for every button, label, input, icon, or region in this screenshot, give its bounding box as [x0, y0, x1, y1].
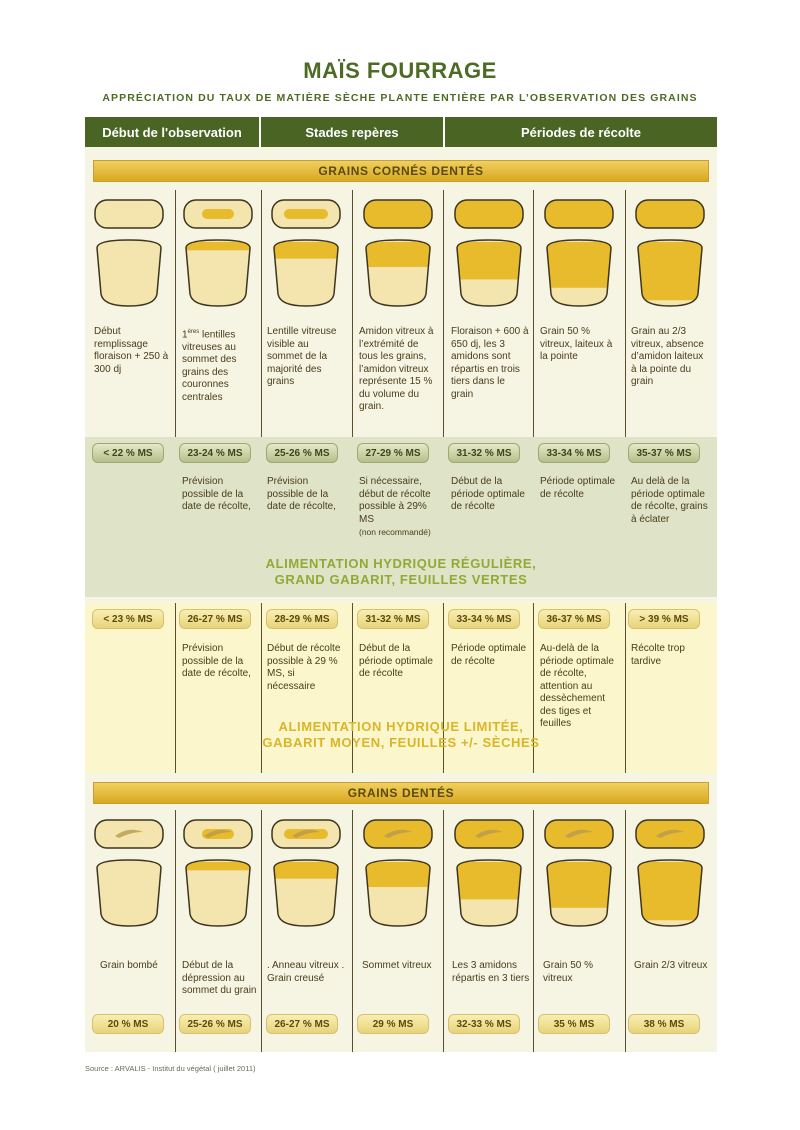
green-ms-2: 23-24 % MS: [179, 443, 251, 463]
header-reference-stages: Stades repères: [261, 117, 445, 147]
column-divider: [261, 810, 262, 1052]
green-note-5: Début de la période optimale de récolte: [451, 476, 525, 512]
s1-desc-2-text: lentilles vitreuses au sommet des grains des couronnes centrales: [182, 329, 237, 403]
green-note-4: [359, 476, 437, 540]
horny-grain-3: [268, 198, 344, 315]
green-ms-4: 27-29 % MS: [357, 443, 429, 463]
s1-desc-7: Grain au 2/3 vitreux, absence d’amidon laiteux à la pointe du grain: [631, 326, 704, 387]
yellow-ms-5: 33-34 % MS: [448, 609, 520, 629]
column-divider: [175, 810, 176, 1052]
source-credit: Source : ARVALIS - Institut du végétal ( juillet 2011): [85, 1064, 256, 1073]
page-title: MAÏS FOURRAGE: [303, 58, 497, 83]
column-divider: [533, 190, 534, 437]
s1-desc-6: Grain 50 % vitreux, laiteux à la pointe: [540, 326, 613, 362]
s2-desc-2: Début de la dépression au sommet du grain: [182, 960, 257, 996]
green-ms-7: 35-37 % MS: [628, 443, 700, 463]
yellow-note-5: Période optimale de récolte: [451, 643, 527, 667]
s2-ms-6: 35 % MS: [538, 1014, 610, 1034]
column-divider: [352, 190, 353, 437]
dent-grain-5: [451, 818, 527, 935]
section-dent-title: GRAINS DENTÉS: [93, 782, 709, 804]
yellow-note-2: Prévision possible de la date de récolte,: [182, 643, 251, 679]
s2-desc-4: Sommet vitreux: [362, 960, 432, 971]
yellow-banner-line-1: ALIMENTATION HYDRIQUE LIMITÉE,: [278, 719, 524, 734]
yellow-note-4: Début de la période optimale de récolte: [359, 643, 433, 679]
dent-grain-4: [360, 818, 436, 935]
dent-grain-2: [180, 818, 256, 935]
yellow-ms-6: 36-37 % MS: [538, 609, 610, 629]
green-note-7: Au delà de la période optimale de récolte, grains à éclater: [631, 476, 708, 525]
horny-grain-2: [180, 198, 256, 315]
column-divider: [175, 190, 176, 437]
s2-ms-4: 29 % MS: [357, 1014, 429, 1034]
green-ms-6: 33-34 % MS: [538, 443, 610, 463]
horny-grain-5: [451, 198, 527, 315]
green-note-4-small: (non recommandé): [359, 527, 431, 537]
column-divider: [625, 190, 626, 437]
s2-desc-6: Grain 50 % vitreux: [543, 960, 594, 984]
column-divider: [261, 190, 262, 437]
column-divider: [443, 810, 444, 1052]
section-horny-dent-title: GRAINS CORNÉS DENTÉS: [93, 160, 709, 182]
green-note-2: Prévision possible de la date de récolte,: [182, 476, 251, 512]
green-note-6: Période optimale de récolte: [540, 476, 616, 500]
dent-grain-7: [632, 818, 708, 935]
s1-desc-2: [182, 326, 260, 404]
yellow-note-6: Au-delà de la période optimale de récolte, attention au dessèchement des tiges et feuilles: [540, 643, 614, 729]
green-note-4-text: Si nécessaire, début de récolte possible à 29% MS: [359, 476, 431, 525]
column-divider: [443, 190, 444, 437]
s1-desc-5: Floraison + 600 à 650 dj, les 3 amidons sont répartis en trois tiers dans le grain: [451, 326, 529, 400]
horny-grain-4: [360, 198, 436, 315]
yellow-note-7: Récolte trop tardive: [631, 643, 685, 667]
yellow-zone-banner: [85, 719, 717, 751]
yellow-ms-4: 31-32 % MS: [357, 609, 429, 629]
horny-grain-1: [91, 198, 167, 315]
s2-ms-2: 25-26 % MS: [179, 1014, 251, 1034]
header-observation-start: Début de l'observation: [85, 117, 261, 147]
s2-desc-5: Les 3 amidons répartis en 3 tiers: [452, 960, 530, 984]
s1-desc-3: Lentille vitreuse visible au sommet de la majorité des grains: [267, 326, 337, 387]
s2-ms-7: 38 % MS: [628, 1014, 700, 1034]
page-subtitle: APPRÉCIATION DU TAUX DE MATIÈRE SÈCHE PLANTE ENTIÈRE PAR L’OBSERVATION DES GRAINS: [102, 92, 698, 104]
header-harvest-periods: Périodes de récolte: [521, 124, 641, 140]
s2-desc-3: . Anneau vitreux . Grain creusé: [267, 960, 345, 984]
s2-ms-3: 26-27 % MS: [266, 1014, 338, 1034]
green-zone-banner: [85, 556, 717, 588]
dent-grain-6: [541, 818, 617, 935]
column-divider: [533, 810, 534, 1052]
green-banner-line-1: ALIMENTATION HYDRIQUE RÉGULIÈRE,: [265, 556, 537, 571]
green-ms-1: < 22 % MS: [92, 443, 164, 463]
s2-ms-1: 20 % MS: [92, 1014, 164, 1034]
yellow-ms-3: 28-29 % MS: [266, 609, 338, 629]
s2-desc-7: Grain 2/3 vitreux: [634, 960, 708, 971]
table-header: [85, 117, 717, 147]
dent-grain-3: [268, 818, 344, 935]
yellow-banner-line-2: GABARIT MOYEN, FEUILLES +/- SÈCHES: [262, 735, 540, 750]
column-divider: [352, 810, 353, 1052]
column-divider: [625, 810, 626, 1052]
yellow-note-3: Début de récolte possible à 29 % MS, si nécessaire: [267, 643, 341, 692]
green-banner-line-2: GRAND GABARIT, FEUILLES VERTES: [274, 572, 528, 587]
s2-desc-1: Grain bombé: [100, 960, 158, 971]
yellow-ms-1: < 23 % MS: [92, 609, 164, 629]
s1-desc-4: Amidon vitreux à l’extrémité de tous les grains, l’amidon vitreux représente 15 % du volume du grain.: [359, 326, 434, 412]
yellow-ms-7: > 39 % MS: [628, 609, 700, 629]
horny-grain-7: [632, 198, 708, 315]
yellow-ms-2: 26-27 % MS: [179, 609, 251, 629]
dent-grain-1: [91, 818, 167, 935]
s1-desc-2-sup: ères: [187, 329, 200, 335]
s2-ms-5: 32-33 % MS: [448, 1014, 520, 1034]
horny-grain-6: [541, 198, 617, 315]
green-ms-5: 31-32 % MS: [448, 443, 520, 463]
s1-desc-1: Début remplissage floraison + 250 à 300 dj: [94, 326, 169, 375]
s1-desc-2-ordinal: 1: [182, 329, 188, 341]
green-note-3: Prévision possible de la date de récolte,: [267, 476, 336, 512]
green-ms-3: 25-26 % MS: [266, 443, 338, 463]
